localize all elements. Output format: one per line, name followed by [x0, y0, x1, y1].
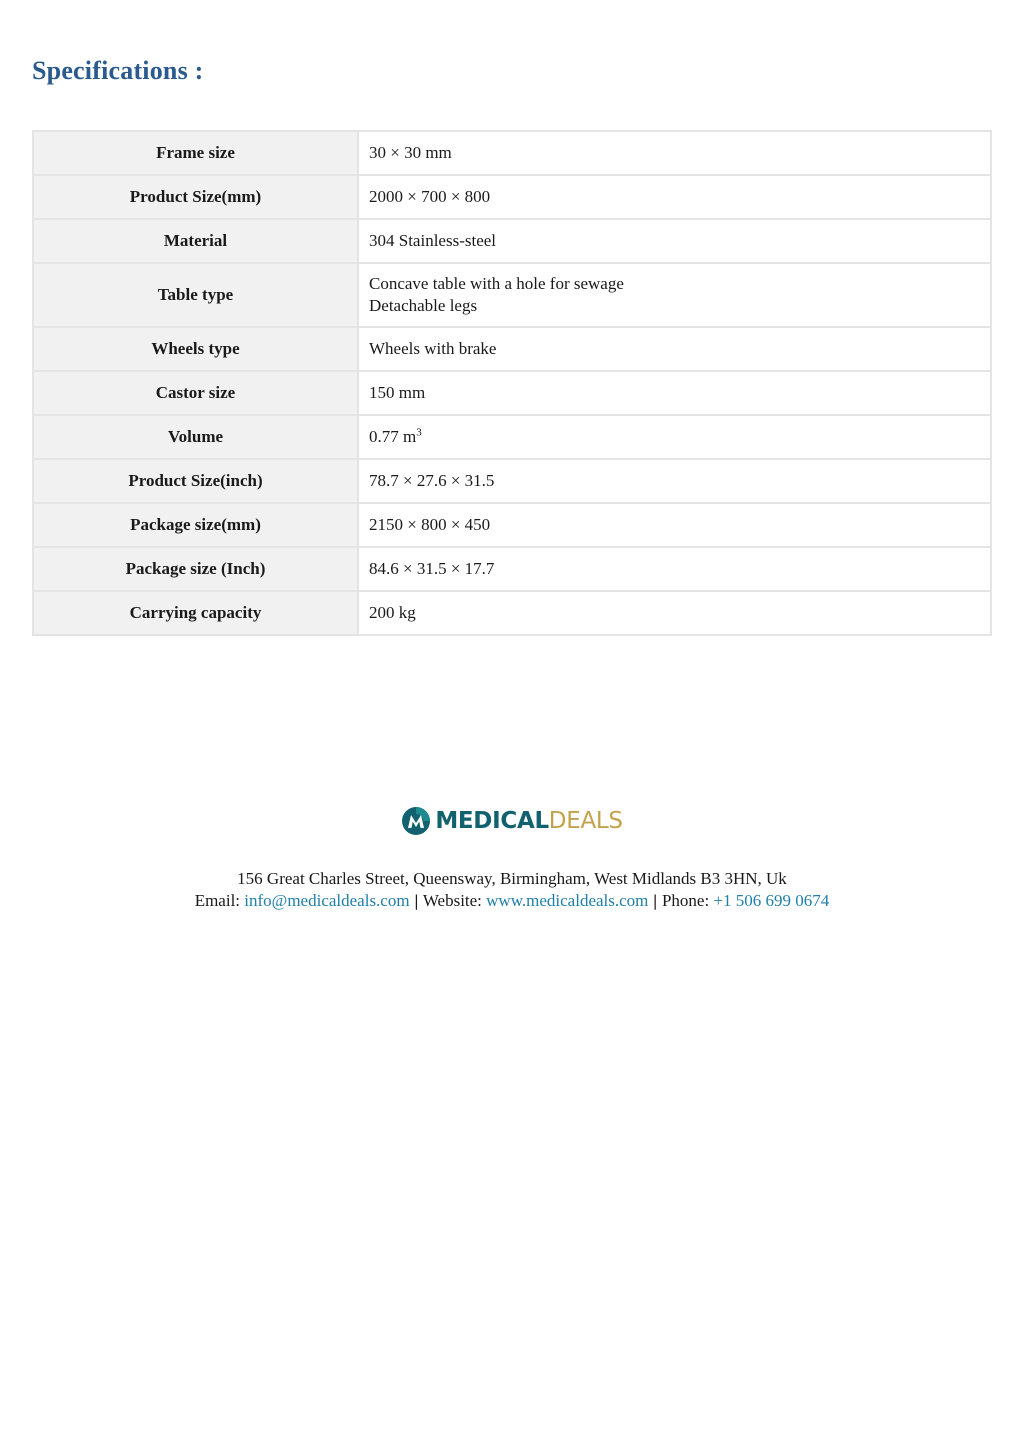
- superscript: 3: [416, 426, 422, 439]
- page-title: Specifications :: [32, 56, 204, 85]
- spec-value-line: 2000 × 700 × 800: [369, 187, 491, 206]
- company-logo: [0, 806, 1024, 841]
- separator: |: [413, 892, 419, 910]
- specifications-table: [32, 130, 992, 636]
- spec-value: [358, 219, 991, 263]
- spec-label: Product Size(mm): [33, 175, 358, 219]
- spec-value: [358, 415, 991, 459]
- spec-value-line: 78.7 × 27.6 × 31.5: [369, 471, 495, 490]
- footer-address: 156 Great Charles Street, Queensway, Birmingham, West Midlands B3 3HN, Uk: [237, 869, 787, 888]
- spec-label: Material: [33, 219, 358, 263]
- spec-label: Package size (Inch): [33, 547, 358, 591]
- spec-value: [358, 371, 991, 415]
- spec-value: [358, 131, 991, 175]
- spec-label: Wheels type: [33, 327, 358, 371]
- table-row: [33, 219, 991, 263]
- spec-label: Frame size: [33, 131, 358, 175]
- phone-label: Phone:: [661, 891, 710, 910]
- footer-contact-line: [0, 890, 1024, 912]
- spec-value: [358, 175, 991, 219]
- spec-label: Volume: [33, 415, 358, 459]
- spec-value: [358, 591, 991, 635]
- spec-value: [358, 547, 991, 591]
- table-row: [33, 263, 991, 327]
- spec-value-line: 0.77 m: [369, 427, 417, 446]
- website-label: Website:: [422, 891, 482, 910]
- spec-label: Castor size: [33, 371, 358, 415]
- spec-value-line: Wheels with brake: [369, 339, 497, 358]
- phone-link[interactable]: +1 506 699 0674: [713, 891, 830, 910]
- logo-word-deals: DEALS: [548, 808, 623, 834]
- website-link[interactable]: www.medicaldeals.com: [486, 891, 649, 910]
- spec-value: [358, 263, 991, 327]
- table-row: [33, 131, 991, 175]
- logo-word-medical: MEDICAL: [435, 808, 549, 834]
- spec-value-line: 30 × 30 mm: [369, 143, 452, 162]
- separator: |: [652, 892, 658, 910]
- spec-value-line: 150 mm: [369, 383, 426, 402]
- spec-value: [358, 503, 991, 547]
- spec-label: Carrying capacity: [33, 591, 358, 635]
- spec-value-line: Concave table with a hole for sewage: [369, 274, 624, 293]
- spec-label: Table type: [33, 263, 358, 327]
- specifications-body: [33, 131, 991, 635]
- email-link[interactable]: info@medicaldeals.com: [244, 891, 410, 910]
- spec-value: [358, 327, 991, 371]
- table-row: [33, 175, 991, 219]
- spec-value-line: 304 Stainless-steel: [369, 231, 497, 250]
- spec-value-line: 2150 × 800 × 450: [369, 515, 491, 534]
- spec-value-line: Detachable legs: [369, 296, 478, 315]
- email-label: Email:: [194, 891, 241, 910]
- table-row: [33, 371, 991, 415]
- spec-label: Package size(mm): [33, 503, 358, 547]
- table-row: [33, 327, 991, 371]
- logo-lockup: [401, 806, 622, 836]
- table-row: [33, 503, 991, 547]
- logo-wordmark: [435, 808, 622, 834]
- spec-value-line: 84.6 × 31.5 × 17.7: [369, 559, 495, 578]
- spec-label: Product Size(inch): [33, 459, 358, 503]
- spec-value: [358, 459, 991, 503]
- footer-contact: [0, 868, 1024, 912]
- table-row: [33, 459, 991, 503]
- table-row: [33, 547, 991, 591]
- spec-value-line: 200 kg: [369, 603, 416, 622]
- table-row: [33, 415, 991, 459]
- table-row: [33, 591, 991, 635]
- medical-deals-logo-icon: [401, 806, 431, 836]
